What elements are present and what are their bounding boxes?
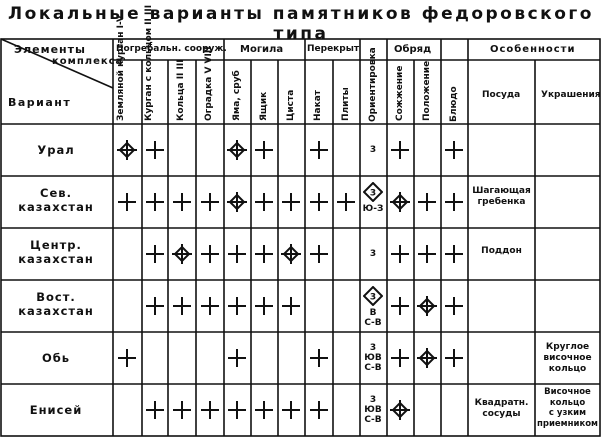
col-fences-header: Оградка V VIII: [204, 46, 214, 121]
col-cremation-header: Сожжение: [395, 65, 405, 121]
central-kazakhstan-pottery: Поддон: [481, 246, 522, 256]
plus-mark-icon: [200, 244, 220, 264]
plus-mark-icon: [200, 400, 220, 420]
plus-mark-icon: [227, 348, 247, 368]
crossed-diamond-mark-icon: [281, 244, 301, 264]
row-label-east-kazakhstan: Вост. казахстан: [18, 290, 94, 318]
page-title: Локальные варианты памятников федоровского типа: [8, 4, 594, 44]
crossed-diamond-mark-icon: [117, 140, 137, 160]
crossed-diamond-mark-icon: [390, 400, 410, 420]
col-roll-header: Накат: [313, 89, 323, 121]
plus-mark-icon: [309, 244, 329, 264]
plus-mark-icon: [117, 192, 137, 212]
orientation-label: 3: [369, 249, 377, 259]
plus-mark-icon: [336, 192, 356, 212]
plus-mark-icon: [145, 296, 165, 316]
plus-mark-icon: [200, 192, 220, 212]
plus-mark-icon: [254, 296, 274, 316]
group-ceiling-header: Перекрыт: [307, 44, 360, 54]
plus-mark-icon: [145, 244, 165, 264]
plus-mark-icon: [390, 296, 410, 316]
col-rings-header: Кольца II III: [176, 59, 186, 121]
plus-mark-icon: [309, 348, 329, 368]
plus-mark-icon: [444, 244, 464, 264]
col-decorations-header: Украшения: [541, 90, 601, 100]
orientation-label: 3 ЮВ С-В: [364, 343, 382, 373]
plus-mark-icon: [309, 192, 329, 212]
crossed-diamond-mark-icon: [417, 296, 437, 316]
col-slabs-header: Плиты: [341, 87, 351, 121]
north-kazakhstan-pottery: Шагающая гребенка: [472, 186, 531, 207]
crossed-diamond-mark-icon: [227, 140, 247, 160]
ob-decorations: Круглое височное кольцо: [543, 342, 592, 374]
row-label-yenisei: Енисей: [29, 403, 83, 417]
plus-mark-icon: [172, 192, 192, 212]
plus-mark-icon: [444, 140, 464, 160]
plus-mark-icon: [227, 244, 247, 264]
plus-mark-icon: [309, 140, 329, 160]
plus-mark-icon: [145, 140, 165, 160]
plus-mark-icon: [227, 400, 247, 420]
crossed-diamond-mark-icon: [227, 192, 247, 212]
plus-mark-icon: [281, 400, 301, 420]
plus-mark-icon: [227, 296, 247, 316]
col-cist-header: Циста: [286, 89, 296, 121]
yenisei-decorations: Височное кольцо с узким приемником: [536, 387, 598, 429]
col-mound-fence-header: Курган с кольцом II III: [144, 4, 154, 121]
plus-mark-icon: [390, 348, 410, 368]
orientation-diamond-text: 3: [369, 292, 377, 303]
row-label-north-kazakhstan: Сев. казахстан: [18, 186, 94, 214]
plus-mark-icon: [417, 244, 437, 264]
crossed-diamond-mark-icon: [417, 348, 437, 368]
group-features-header: Особенности: [490, 44, 576, 55]
row-label-ob: Обь: [41, 351, 71, 365]
col-position-header: Положение: [422, 60, 432, 121]
plus-mark-icon: [254, 140, 274, 160]
orientation-label: В С-В: [364, 308, 382, 328]
plus-mark-icon: [254, 244, 274, 264]
row-label-central-kazakhstan: Центр. казахстан: [18, 238, 94, 266]
group-grave-header: Могила: [240, 44, 284, 55]
yenisei-pottery: Квадратн. сосуды: [474, 398, 529, 419]
plus-mark-icon: [281, 296, 301, 316]
plus-mark-icon: [145, 192, 165, 212]
col-orientation-header: Ориентировка: [368, 47, 378, 122]
crossed-diamond-mark-icon: [172, 244, 192, 264]
corner-variant-label: Вариант: [8, 96, 72, 109]
col-pottery-header: Посуда: [482, 90, 521, 100]
plus-mark-icon: [145, 400, 165, 420]
plus-mark-icon: [117, 348, 137, 368]
plus-mark-icon: [200, 296, 220, 316]
group-burial-header: Погребальн. сооруж.: [116, 44, 227, 54]
plus-mark-icon: [444, 296, 464, 316]
orientation-diamond-text: 3: [369, 188, 377, 199]
plus-mark-icon: [254, 400, 274, 420]
plus-mark-icon: [390, 244, 410, 264]
col-earth-mound-header: Земляной курган I-V: [116, 14, 126, 121]
plus-mark-icon: [417, 192, 437, 212]
plus-mark-icon: [444, 192, 464, 212]
plus-mark-icon: [172, 296, 192, 316]
col-box-header: Ящик: [259, 91, 269, 121]
row-label-ural: Урал: [37, 143, 75, 157]
plus-mark-icon: [172, 400, 192, 420]
col-pit-frame-header: Яма, сруб: [232, 70, 242, 121]
plus-mark-icon: [254, 192, 274, 212]
plus-mark-icon: [444, 348, 464, 368]
group-rite-header: Обряд: [394, 44, 432, 55]
plus-mark-icon: [390, 140, 410, 160]
corner-elements-label: Элементы: [14, 43, 86, 56]
orientation-diamond-icon: [363, 182, 383, 202]
col-dish-header: Блюдо: [449, 86, 459, 122]
orientation-label: Ю-З: [362, 204, 384, 214]
orientation-label: 3 ЮВ С-В: [364, 395, 382, 425]
plus-mark-icon: [281, 192, 301, 212]
orientation-label: 3: [369, 145, 377, 155]
plus-mark-icon: [309, 400, 329, 420]
crossed-diamond-mark-icon: [390, 192, 410, 212]
orientation-diamond-icon: [363, 286, 383, 306]
corner-complex-label: комплекса: [52, 56, 124, 67]
